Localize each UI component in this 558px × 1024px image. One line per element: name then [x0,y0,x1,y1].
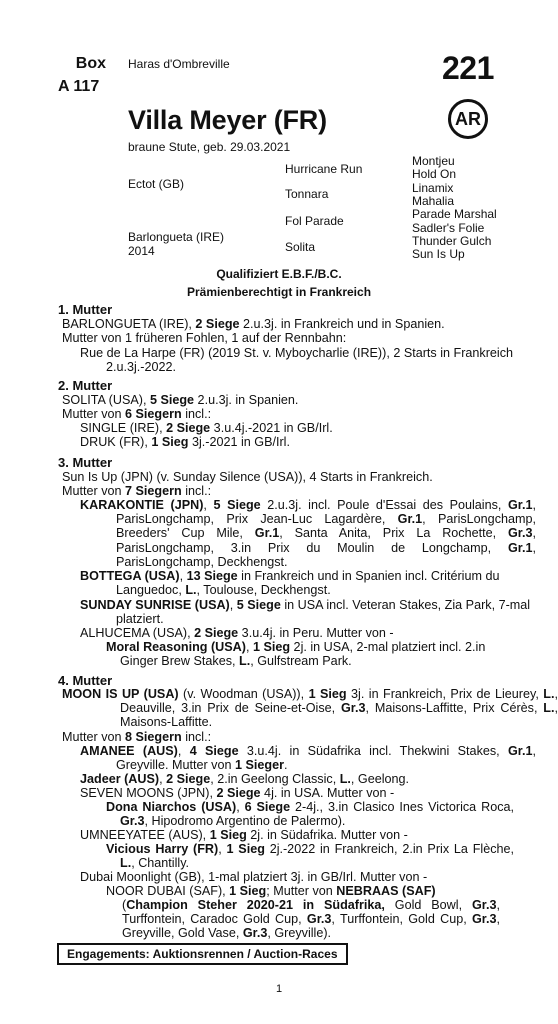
breeder-name: Haras d'Ombreville [128,57,230,71]
dam4-produce-3: SEVEN MOONS (JPN), 2 Siege 4j. in USA. Mutter von - [80,786,395,800]
dam3-produce-1: KARAKONTIE (JPN), 5 Siege 2.u.3j. incl. Poule d'Essai des Poulains, Gr.1, ParisLongchamp, Prix Jean-Luc Lagardère, Gr.1, ParisLongchamp, Breeders' Cup Mile, Gr.1, Santa Anita, Prix La Rochette, Gr.3, ParisLongchamp, 3.in Prix du Moulin de Longchamp, Gr.1, ParisLongchamp, Deckhengst. [80,498,536,569]
dam4-record: MOON IS UP (USA) (v. Woodman (USA)), 1 Sieg 3j. in Frankreich, Prix de Lieurey, L., Deauville, 3.in Prix de Seine-et-Oise, Gr.3, Maisons-Laffitte, Prix Cérès, L., Maisons-Laffitte. [62,687,558,730]
dam2-produce-2: DRUK (FR), 1 Sieg 3j.-2021 in GB/Irl. [80,435,290,449]
dam3-produce-3: SUNDAY SUNRISE (USA), 5 Siege in USA incl. Veteran Stakes, Zia Park, 7-mal platziert. [80,598,531,627]
dam4-greatgrandproduce-1: (Champion Steher 2020-21 in Südafrika, Gold Bowl, Gr.3, Turffontein, Caradoc Gold Cup, Gr.3, Turffontein, Gold Cup, Gr.3, Greyville, Gold Vase, Gr.3, Greyville). [122,898,500,941]
pedigree-ggp-2: Hold On [412,167,457,181]
dam4-produce-2: Jadeer (AUS), 2 Siege, 2.in Geelong Classic, L., Geelong. [80,772,410,786]
lot-number: 221 [442,50,494,86]
pedigree-dam-year: 2014 [128,244,155,258]
dam3-produce-summary: Mutter von 7 Siegern incl.: [62,484,212,498]
horse-description: braune Stute, geb. 29.03.2021 [128,140,291,154]
dam4-grandproduce-3: NOOR DUBAI (SAF), 1 Sieg; Mutter von NEBRAAS (SAF) [106,884,436,898]
pedigree-ggp-5: Parade Marshal [412,207,497,221]
dam4-produce-5: Dubai Moonlight (GB), 1-mal platziert 3j. in GB/Irl. Mutter von - [80,870,428,884]
dam2-record: SOLITA (USA), 5 Siege 2.u.3j. in Spanien. [62,393,299,407]
dam3-grandproduce-1: Moral Reasoning (USA), 1 Sieg 2j. in USA, 2-mal platziert incl. 2.in Ginger Brew Stakes, L., Gulfstream Park. [106,640,486,669]
section-title-dam4: 4. Mutter [58,673,113,688]
dam3-produce-2: BOTTEGA (USA), 13 Siege in Frankreich und in Spanien incl. Critérium du Languedoc, L., Toulouse, Deckhengst. [80,569,500,598]
pedigree-gp-2: Tonnara [285,187,329,201]
dam2-produce-summary: Mutter von 6 Siegern incl.: [62,407,212,421]
qualifier-ebf: Qualifiziert E.B.F./B.C. [216,267,342,281]
section-title-dam1: 1. Mutter [58,302,113,317]
box-number: A 117 [58,78,100,95]
pedigree-ggp-4: Mahalia [412,194,455,208]
dam2-produce-1: SINGLE (IRE), 2 Siege 3.u.4j.-2021 in GB/Irl. [80,421,333,435]
section-title-dam2: 2. Mutter [58,378,113,393]
pedigree-gp-1: Hurricane Run [285,162,363,176]
dam1-produce-1: Rue de La Harpe (FR) (2019 St. v. Myboycharlie (IRE)), 2 Starts in Frankreich 2.u.3j.-2022. [80,346,514,375]
dam4-grandproduce-1: Dona Niarchos (USA), 6 Siege 2-4j., 3.in Clasico Ines Victorica Roca, Gr.3, Hipodromo Argentino de Palermo). [106,800,514,829]
pedigree-ggp-1: Montjeu [412,154,455,168]
dam3-record: Sun Is Up (JPN) (v. Sunday Silence (USA)), 4 Starts in Frankreich. [62,470,433,484]
pedigree-dam: Barlongueta (IRE) [128,230,225,244]
pedigree-gp-3: Fol Parade [285,214,344,228]
pedigree-ggp-7: Thunder Gulch [412,234,492,248]
pedigree-ggp-6: Sadler's Folie [412,221,485,235]
pedigree-gp-4: Solita [285,240,316,254]
qualifier-premium: Prämienberechtigt in Frankreich [186,285,372,299]
dam4-produce-1: AMANEE (AUS), 4 Siege 3.u.4j. in Südafrika incl. Thekwini Stakes, Gr.1, Greyville. Mutter von 1 Sieger. [80,744,536,773]
dam1-record: BARLONGUETA (IRE), 2 Siege 2.u.3j. in Frankreich und in Spanien. [62,317,445,331]
horse-name: Villa Meyer (FR) [128,105,327,135]
pedigree-ggp-8: Sun Is Up [412,247,465,261]
box-label: Box [75,55,106,72]
ar-badge: AR [448,99,488,139]
dam4-produce-4: UMNEEYATEE (AUS), 1 Sieg 2j. in Südafrika. Mutter von - [80,828,408,842]
pedigree-ggp-3: Linamix [412,181,454,195]
section-title-dam3: 3. Mutter [58,455,113,470]
dam1-produce-summary: Mutter von 1 früheren Fohlen, 1 auf der Rennbahn: [62,331,347,345]
pedigree-sire: Ectot (GB) [128,177,185,191]
page-number: 1 [275,983,283,995]
dam4-grandproduce-2: Vicious Harry (FR), 1 Sieg 2j.-2022 in Frankreich, 2.in Prix La Flèche, L., Chantilly. [106,842,514,871]
dam3-produce-4: ALHUCEMA (USA), 2 Siege 3.u.4j. in Peru. Mutter von - [80,626,394,640]
engagements-box: Engagements: Auktionsrennen / Auction-Races [57,943,348,965]
dam4-produce-summary: Mutter von 8 Siegern incl.: [62,730,212,744]
